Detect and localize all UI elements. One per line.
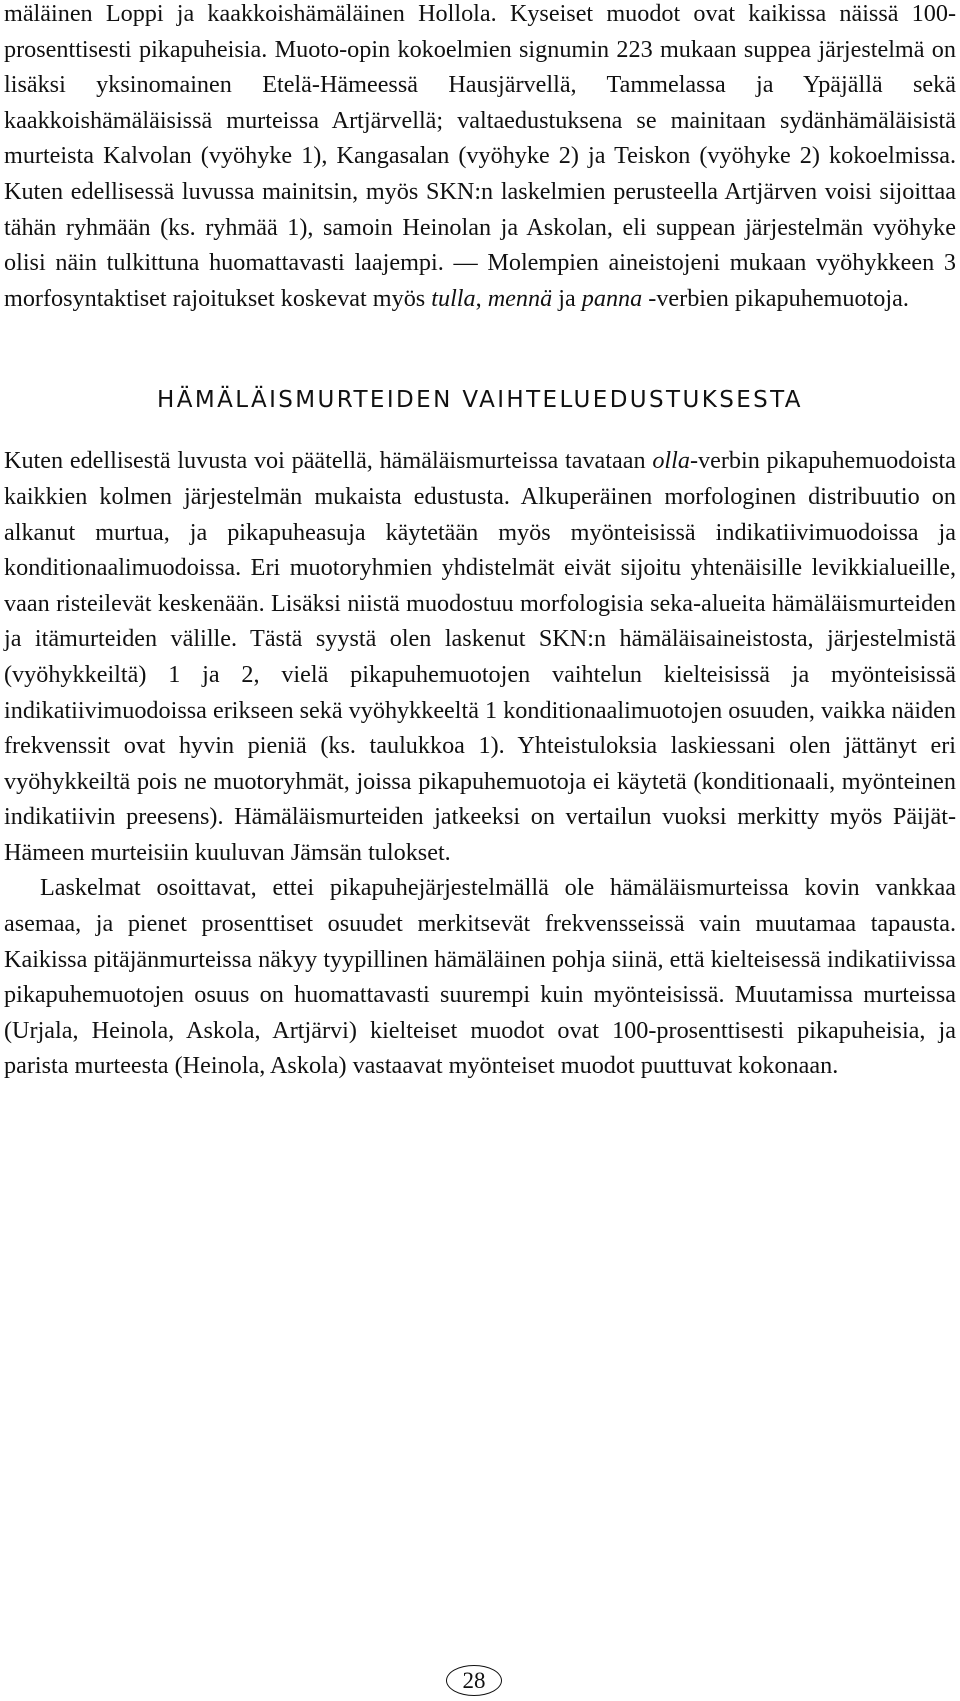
verb-tulla: tulla [431, 284, 476, 312]
document-page [4, 0, 956, 1084]
body-paragraph-3: Laskelmat osoittavat, ettei pikapuhejärjestelmällä ole hämäläismurteissa kovin vankkaa asemaa, ja pienet prosenttiset osuudet merkitsevät frekvensseissä vain muutamaa tapausta. Kaikissa pitäjänmurteissa näkyy tyypillinen hämäläinen pohja siinä, että kielteisessä indikatiivissa pikapuhemuotojen osuus on huomattavasti suurempi kuin myönteisissä. Muutamissa murteissa (Urjala, Heinola, Askola, Artjärvi) kielteiset muodot ovat 100-prosenttisesti pikapuheisia, ja parista murteesta (Heinola, Askola) vastaavat myönteiset muodot puuttuvat kokonaan. [4, 874, 956, 1080]
paragraph-1-text-a: mäläinen Loppi ja kaakkoishämäläinen Hollola. Kyseiset muodot ovat kaikissa näissä 100-prosenttisesti pikapuheisia. Muoto-opin kokoelmien signumin 223 mukaan suppea järjestelmä on lisäksi yksinomainen Etelä-Hämeessä Hausjärvellä, Tammelassa ja Ypäjällä sekä kaakkoishämäläisissä murteissa Artjärvellä; valtaedustuksena se mainitaan sydänhämäläisistä murteista Kalvolan (vyöhyke 1), Kangasalan (vyöhyke 2) ja Teiskon (vyöhyke 2) kokoelmissa. Kuten edellisessä luvussa mainitsin, myös SKN:n laskelmien perusteella Artjärven voisi sijoittaa tähän ryhmään (ks. ryhmää 1), samoin Heinolan ja Askolan, eli suppean järjestelmän vyöhyke olisi näin tulkittuna huomattavasti laajempi. — Molempien aineistojeni mukaan vyöhykkeen 3 morfosyntaktiset rajoitukset koskevat myös [4, 0, 956, 312]
body-paragraph-1 [4, 0, 956, 316]
paragraph-2-text-a: Kuten edellisestä luvusta voi päätellä, hämäläismurteissa tavataan [4, 447, 653, 475]
term-olla: olla [652, 447, 690, 475]
verb-menna: mennä [487, 284, 553, 312]
separator-2: ja [552, 284, 582, 312]
section-heading: HÄMÄLÄISMURTEIDEN VAIHTELUEDUSTUKSESTA [157, 387, 803, 414]
separator-1: , [475, 284, 488, 312]
page-number: 28 [462, 1668, 486, 1693]
body-paragraph-2 [4, 443, 956, 870]
paragraph-2-text-b: -verbin pikapuhemuodoista kaikkien kolmen järjestelmän mukaista edustusta. Alkuperäinen morfologinen distribuutio on alkanut murtua, ja pikapuheasuja käytetään myös myönteisissä indikatiivimuodoissa ja konditionaalimuodoissa. Eri muotoryhmien yhdistelmät eivät sijoitu yhtenäisille levikkialueille, vaan risteilevät keskenään. Lisäksi niistä muodostuu morfologisia seka-alueita hämäläismurteiden ja itämurteiden välille. Tästä syystä olen laskenut SKN:n hämäläisaineistosta, järjestelmistä (vyöhykkeiltä) 1 ja 2, vielä pikapuhemuotojen vaihtelun kielteisissä ja myönteisissä indikatiivimuodoissa erikseen sekä vyöhykkeeltä 1 konditionaalimuotojen osuuden, vaikka näiden frekvenssit ovat hyvin pieniä (ks. taulukkoa 1). Yhteistuloksia laskiessani olen jättänyt eri vyöhykkeiltä pois ne muotoryhmät, joissa pikapuhemuotoja ei käytetä (konditionaali, myönteinen indikatiivin preesens). Hämäläismurteiden jatkeeksi on vertailun vuoksi merkitty myös Päijät-Hämeen murteisiin kuuluvan Jämsän tulokset. [4, 447, 956, 866]
verb-panna: panna [581, 284, 643, 312]
page-number-badge [446, 1665, 502, 1696]
paragraph-1-text-b: -verbien pikapuhemuotoja. [642, 284, 909, 312]
